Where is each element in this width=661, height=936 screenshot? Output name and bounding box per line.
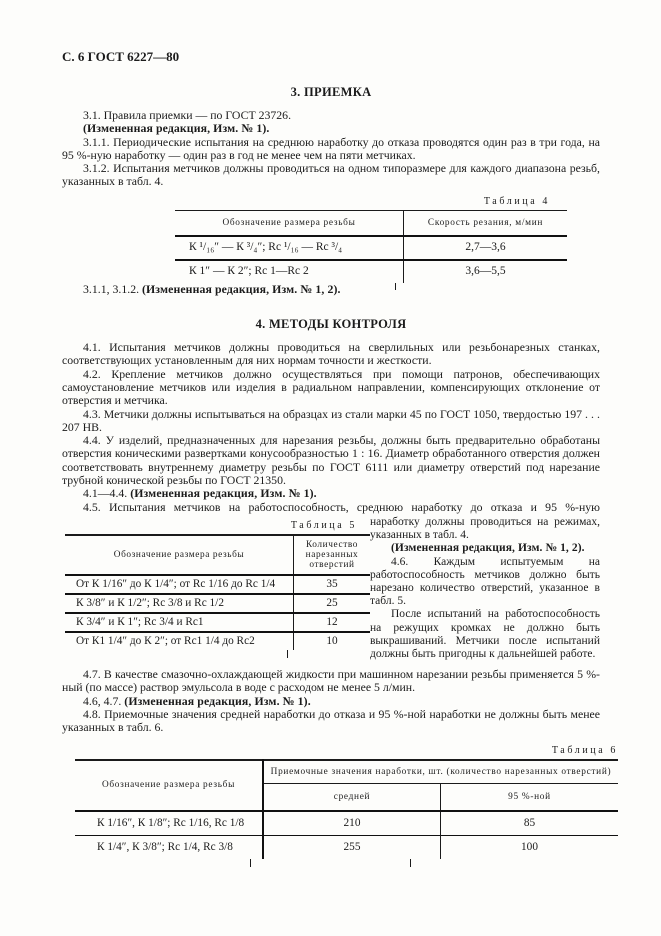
table4-row1-size: К ¹/₁₆″ — К ³/₄″; Rc ¹/₁₆ — Rc ³/₄ (189, 240, 343, 253)
table-row (75, 811, 618, 836)
para-4-5-line1: 4.5. Испытания метчиков на работоспособность, среднюю наработку до отказа и 95 %-ную (83, 499, 600, 514)
para-3-1-1: 3.1.1. Периодические испытания на среднюю наработку до отказа проводятся один раз в три года, на 95 %-ную наработку — один раз в год не менее чем на пяти метчиках. (62, 134, 600, 162)
section-4-title: 4. МЕТОДЫ КОНТРОЛЯ (255, 317, 407, 332)
table5-row3-size: К 3/4″ и К 1″; Rc 3/4 и Rc1 (65, 613, 294, 632)
two-column-zone (62, 516, 600, 661)
table5-row3-count: 12 (294, 613, 371, 632)
amendment-text: (Измененная редакция, Изм. № 1, 2). (142, 281, 341, 296)
table6-row2-avg: 255 (263, 835, 441, 859)
amendment-prefix: 4.1—4.4. (83, 486, 128, 501)
table5-header-row (65, 535, 370, 575)
para-4-1-4-4-amendment (62, 487, 600, 500)
table6-subheader-average: средней (263, 783, 441, 811)
table4-col1-header: Обозначение размера резьбы (175, 210, 404, 236)
table-row (65, 594, 370, 613)
table4-col2-header: Скорость резания, м/мин (404, 210, 568, 236)
table5-row2-count: 25 (294, 594, 371, 613)
table-row (175, 260, 567, 283)
table4-header-row (175, 210, 567, 236)
table6-span-header: Приемочные значения наработки, шт. (количество нарезанных отверстий) (263, 760, 618, 784)
amendment-prefix: 4.6, 4.7. (83, 693, 122, 708)
table4 (175, 210, 567, 283)
table5-column (62, 516, 362, 661)
table5-row4-size: От К1 1/4″ до К 2″; от Rc1 1/4 до Rc2 (65, 632, 294, 650)
divider-extension (410, 859, 411, 867)
table6-subheader-95pct: 95 %-ной (441, 783, 619, 811)
amendment-text: (Измененная редакция, Изм. № 1). (130, 486, 317, 501)
para-3-1-amendment (62, 122, 600, 135)
table6 (75, 759, 618, 859)
table5-col2-header: Количество нарезанных отверстий (294, 535, 371, 575)
table6-col1-header: Обозначение размера резьбы (75, 760, 263, 811)
table5-label: Таблица 5 (290, 519, 357, 531)
table4-label: Таблица 4 (483, 195, 550, 207)
para-4-6: 4.6. Каждым испытуемым на работоспособность метчиков должно быть нарезано количество отверстий, указанное в табл. 5. (370, 555, 600, 608)
para-4-3: 4.3. Метчики должны испытываться на образцах из стали марки 45 по ГОСТ 1050, твердостью 197 . . . 207 НВ. (62, 406, 600, 434)
table5-row1-size: От К 1/16″ до К 1/4″; от Rc 1/16 до Rc 1/4 (76, 577, 276, 590)
para-4-8: 4.8. Приемочные значения средней наработки до отказа и 95 %-ной наработки не должны быть менее указанных в табл. 6. (62, 707, 600, 735)
table5-row1-count: 35 (294, 575, 371, 594)
table6-header-row-1 (75, 760, 618, 784)
table6-label: Таблица 6 (551, 744, 618, 756)
table5 (65, 534, 370, 650)
table4-block (175, 196, 550, 283)
table5-col1-header: Обозначение размера резьбы (65, 535, 294, 575)
running-header: С. 6 ГОСТ 6227—80 (62, 49, 180, 64)
amendment-prefix: 3.1.1, 3.1.2. (83, 281, 140, 296)
table-row (65, 613, 370, 632)
para-4-6-4-7-amendment (62, 695, 600, 708)
amendment-text: (Измененная редакция, Изм. № 1). (124, 693, 311, 708)
para-4-6b: После испытаний на работоспособность на режущих кромках не должно быть выкрашиваний. Метчики после испытаний должны быть пригодны к дальнейшей работе. (370, 608, 600, 660)
page-content (62, 49, 618, 859)
para-4-7: 4.7. В качестве смазочно-охлаждающей жидкости при машинном нарезании резьбы применяется 5 %-ный (по массе) раствор эмульсола в воде с расходом не менее 5 л/мин. (62, 667, 600, 695)
section-3-title: 3. ПРИЕМКА (290, 85, 372, 99)
para-4-1: 4.1. Испытания метчиков должны проводиться на сверлильных или резьбонарезных станках, соответствующих установленным для них нормам точности и жесткости. (62, 340, 600, 368)
table5-block (65, 520, 357, 650)
amendment-text: (Измененная редакция, Изм. № 1, 2). (391, 542, 585, 555)
para-3-1: 3.1. Правила приемки — по ГОСТ 23726. (83, 108, 292, 122)
table-row (75, 835, 618, 859)
para-4-2: 4.2. Крепление метчиков должно осуществляться при помощи патронов, обеспечивающих самоустановление метчиков или изделия в радиальном направлении, компенсирующих отклонение от отверстия и метчика. (62, 366, 600, 408)
table4-row2-size: К 1″ — К 2″; Rc 1—Rc 2 (175, 260, 404, 283)
table-row (175, 236, 567, 260)
amendment-text: (Измененная редакция, Изм. № 1). (83, 121, 270, 136)
table-row (65, 632, 370, 650)
para-4-5-continuation: наработку должны проводиться на режимах, указанных в табл. 4. (370, 515, 600, 542)
para-3-1-2: 3.1.2. Испытания метчиков должны проводиться на одном типоразмере для каждого диапазона резьб, указанных в табл. 4. (62, 161, 600, 189)
table6-row2-size: К 1/4″, К 3/8″; Rc 1/4, Rc 3/8 (75, 835, 263, 859)
table6-block (75, 745, 618, 859)
para-4-4: 4.4. У изделий, предназначенных для нарезания резьбы, должны быть предварительно обработаны отверстия коническими развертками конусообразностью 1 : 16. Диаметр обработанного отверстия должен соответствовать внутреннему диаметру резьбы по ГОСТ 6111 или диаметру отверстий под нарезание трубной конической резьбы по ГОСТ 21350. (62, 433, 600, 488)
table5-row2-size: К 3/8″ и К 1/2″; Rc 3/8 и Rc 1/2 (65, 594, 294, 613)
table5-row4-count: 10 (294, 632, 371, 650)
table6-row1-size: К 1/16″, К 1/8″; Rc 1/16, Rc 1/8 (97, 816, 245, 829)
para-3-1-1-3-1-2-amendment (62, 283, 600, 296)
text-column (370, 516, 600, 661)
table6-row2-95pct: 100 (441, 835, 619, 859)
para-4-5-amendment (370, 542, 600, 555)
table4-row2-speed: 3,6—5,5 (404, 260, 568, 283)
table6-row1-95pct: 85 (441, 811, 619, 836)
table4-row1-speed: 2,7—3,6 (404, 236, 568, 260)
table6-row1-avg: 210 (263, 811, 441, 836)
table-row (65, 575, 370, 594)
